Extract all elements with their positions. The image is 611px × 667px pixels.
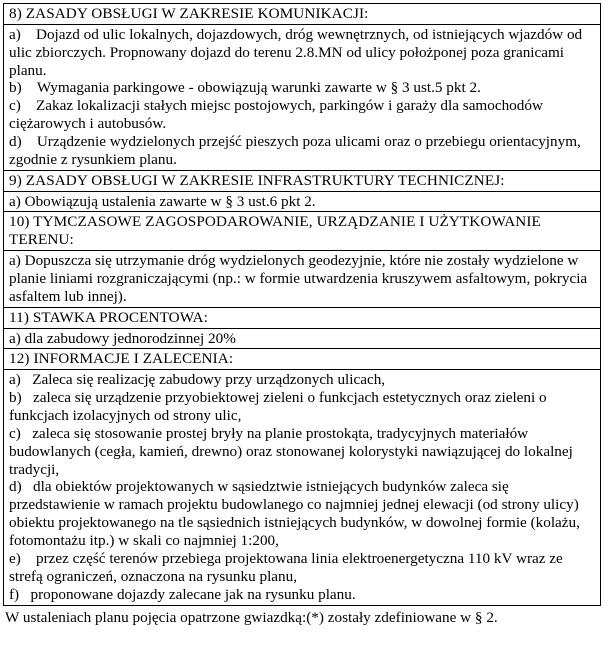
table-row bbox=[4, 307, 601, 328]
regulations-table bbox=[3, 3, 601, 606]
section-heading-12: 12) INFORMACJE I ZALECENIA: bbox=[4, 349, 601, 370]
section-body-9 bbox=[4, 191, 601, 212]
section-body-8 bbox=[4, 24, 601, 170]
table-row bbox=[4, 251, 601, 308]
clause-12a: a) Zaleca się realizację zabudowy przy urządzonych ulicach, bbox=[9, 371, 386, 389]
clause-11a: a) dla zabudowy jednorodzinnej 20% bbox=[9, 329, 236, 347]
clause-8a: a) Dojazd od ulic lokalnych, dojazdowych, dróg wewnętrznych, od istniejących wjazdów od ulic zbiorczych. Propnowany dojazd do terenu 2.8.MN od ulicy położponej poza granicami planu. bbox=[9, 25, 583, 79]
section-heading-9: 9) ZASADY OBSŁUGI W ZAKRESIE INFRASTRUKTURY TECHNICZNEJ: bbox=[4, 170, 601, 191]
table-row bbox=[4, 170, 601, 191]
section-heading-8: 8) ZASADY OBSŁUGI W ZAKRESIE KOMUNIKACJI: bbox=[4, 4, 601, 25]
section-body-11 bbox=[4, 328, 601, 349]
clause-12f: f) proponowane dojazdy zalecane jak na rysunku planu. bbox=[9, 585, 356, 603]
clause-8c: c) Zakaz lokalizacji stałych miejsc postojowych, parkingów i garaży dla samochodów ciężarowych i autobusów. bbox=[9, 97, 543, 133]
clause-12d: d) dla obiektów projektowanych w sąsiedztwie istniejących budynków zaleca się przedstawienie w ramach projektu budowlanego co najmniej jednej elewacji (od strony ulicy) obiektu projektowanego na tle sąsiednich istniejących budynków, w dowolnej formie (kolażu, fotomontażu itp.) w skali co najmniej 1:200, bbox=[9, 478, 580, 550]
table-row bbox=[4, 24, 601, 170]
table-row bbox=[4, 4, 601, 25]
table-row bbox=[4, 191, 601, 212]
section-body-10 bbox=[4, 251, 601, 308]
clause-9a: a) Obowiązują ustalenia zawarte w § 3 ust.6 pkt 2. bbox=[9, 192, 316, 210]
table-body bbox=[4, 4, 601, 606]
clause-12b: b) zaleca się urządzenie przyobiektowej zieleni o funkcjach estetycznych oraz zieleni o funkcjach izolacyjnych od strony ulic, bbox=[9, 389, 547, 425]
clause-10a: a) Dopuszcza się utrzymanie dróg wydzielonych geodezyjnie, które nie zostały wydzielone w planie liniami rozgraniczającymi (np.: w formie utwardzenia kruszywem asfaltowym, pokrycia asfaltem lub innej). bbox=[9, 252, 588, 305]
table-row bbox=[4, 212, 601, 251]
section-heading-11: 11) STAWKA PROCENTOWA: bbox=[4, 307, 601, 328]
table-row bbox=[4, 328, 601, 349]
section-body-12 bbox=[4, 370, 601, 605]
clause-8d: d) Urządzenie wydzielonych przejść pieszych poza ulicami oraz o przebiegu orientacyjnym, zgodnie z rysunkiem planu. bbox=[9, 133, 581, 168]
table-row bbox=[4, 349, 601, 370]
clause-12e: e) przez część terenów przebiega projektowana linia elektroenergetyczna 110 kV wraz ze strefą ograniczeń, oznaczona na rysunku planu, bbox=[9, 549, 563, 585]
document-footnote: W ustaleniach planu pojęcia opatrzone gwiazdką:(*) zostały zdefiniowane w § 2. bbox=[5, 608, 498, 626]
table-row bbox=[4, 370, 601, 605]
clause-12c: c) zaleca się stosowanie prostej bryły na planie prostokąta, tradycyjnych materiałów budowlanych (cegła, kamień, drewno) oraz stonowanej kolorystyki nawiązującej do lokalnej tradycji, bbox=[9, 424, 573, 478]
clause-8b: b) Wymagania parkingowe - obowiązują warunki zawarte w § 3 ust.5 pkt 2. bbox=[9, 79, 481, 97]
section-heading-10: 10) TYMCZASOWE ZAGOSPODAROWANIE, URZĄDZANIE I UŻYTKOWANIE TERENU: bbox=[4, 212, 601, 251]
